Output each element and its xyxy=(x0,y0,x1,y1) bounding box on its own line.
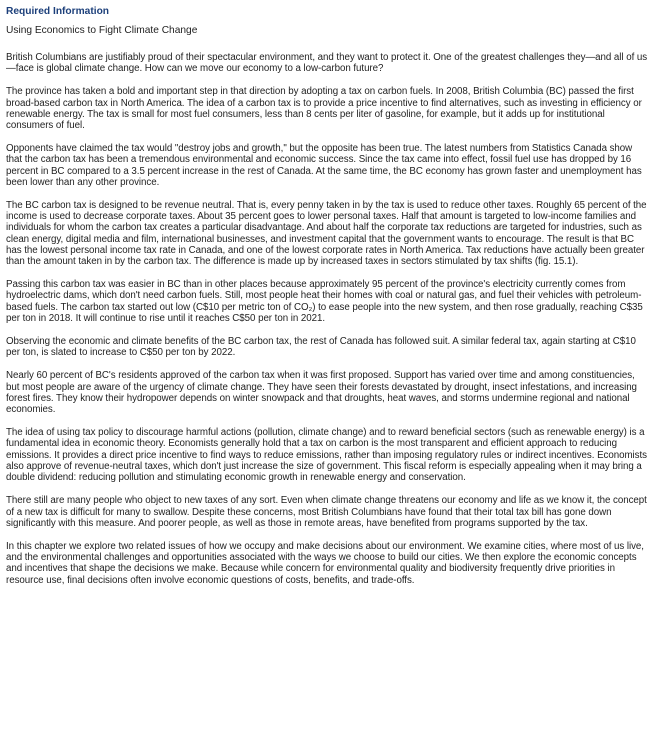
paragraph-economic-theory: The idea of using tax policy to discourage harmful actions (pollution, climate change) and to reward beneficial sectors (such as renewable energy) is a fundamental idea in economic theory. Economists generally hold that a tax on carbon is the most transparent and efficient approach to reducing emissions. It provides a direct price incentive to find ways to reduce emissions, rather than imposing regulatory rules or indirect incentives. Economists also approve of revenue-neutral taxes, which don't just increase the size of government. This fiscal reform is especially appealing when it may bring a double dividend: reducing pollution and stimulating economic growth in renewable energy and conservation. xyxy=(6,427,647,484)
paragraph-carbon-tax-adoption: The province has taken a bold and important step in that direction by adopting a tax on carbon fuels. In 2008, British Columbia (BC) passed the first broad-based carbon tax in North America. The idea of a carbon tax is to provide a price incentive to find alternatives, such as investing in efficiency or renewable energy. The tax is small for most fuel consumers, less than 8 cents per liter of gasoline, for example, but it adds up for institutional consumers of fuel. xyxy=(6,86,642,132)
paragraph-hydroelectric: Passing this carbon tax was easier in BC than in other places because approximately 95 percent of the province's electricity currently comes from hydroelectric dams, which don't need carbon fuels. Still, most people heat their homes with coal or natural gas, and fuel their vehicles with petroleum-based fuels. The carbon tax started out low (C$10 per metric ton of CO₂) to ease people into the new system, and then rose gradually, reaching C$35 per ton in 2018. It will continue to rise until it reaches C$50 per ton in 2021. xyxy=(6,279,643,324)
paragraph-revenue-neutral: The BC carbon tax is designed to be revenue neutral. That is, every penny taken in by the tax is used to reduce other taxes. Roughly 65 percent of the income is used to decrease corporate taxes. About 35 percent goes to lower personal taxes. Half that amount is targeted to low-income families and individuals for whom the carbon tax creates a particular disadvantage. And about half the corporate tax reductions are targeted for industries, such as clean energy, digital media and film, international businesses, and investment capital that the government wants to encourage. The result is that BC has the lowest personal income tax rate in Canada, and one of the lowest corporate rates in North America. Tax reductions have actually been greater than the amount taken in by the carbon tax. The difference is made up by increased taxes in sectors stimulated by tax shifts (fig. 15.1). xyxy=(6,200,647,268)
paragraph-federal-tax: Observing the economic and climate benefits of the BC carbon tax, the rest of Canada has followed suit. A similar federal tax, again starting at C$10 per ton, is slated to increase to C$50 per ton by 2022. xyxy=(6,336,636,359)
paragraph-intro: British Columbians are justifiably proud of their spectacular environment, and they want to protect it. One of the greatest challenges they—and all of us—face is global climate change. How can we move our economy to a low-carbon future? xyxy=(6,52,648,75)
article-title: Using Economics to Fight Climate Change xyxy=(6,25,198,36)
paragraph-chapter-overview: In this chapter we explore two related issues of how we occupy and make decisions about our environment. We examine cities, where most of us live, and the environmental challenges and opportunities associated with the ways we choose to build our cities. We then explore the economic concepts and incentives that shape the decisions we make. Because while concern for environmental quality and biodiversity frequently drive priorities in resource use, final decisions often involve economic questions of costs, benefits, and trade-offs. xyxy=(6,540,644,586)
paragraph-objections: There still are many people who object to new taxes of any sort. Even when climate change threatens our economy and life as we know it, the concept of a new tax is difficult for many to swallow. Despite these concerns, most British Columbians have found that their total tax bill has gone down significantly with this measure. And poorer people, as well as those in remote areas, have benefited from programs supported by the tax. xyxy=(6,495,647,529)
paragraph-public-support: Nearly 60 percent of BC's residents approved of the carbon tax when it was first proposed. Support has varied over time and among constituencies, but most people are aware of the urgency of climate change. They have seen their forests devastated by drought, insect infestations, and increasing forest fires. They know their hydropower depends on winter snowpack and that droughts, heat waves, and storms undermine regional and national economies. xyxy=(6,370,637,416)
section-heading: Required Information xyxy=(6,6,110,17)
paragraph-opponents: Opponents have claimed the tax would "destroy jobs and growth," but the opposite has been true. The latest numbers from Statistics Canada show that the carbon tax has been a tremendous environmental and economic success. Since the tax came into effect, fossil fuel use has dropped by 16 percent in BC compared to a 3.5 percent increase in the rest of Canada. At the same time, the BC economy has grown faster and unemployment has been lower than any other province. xyxy=(6,143,642,188)
